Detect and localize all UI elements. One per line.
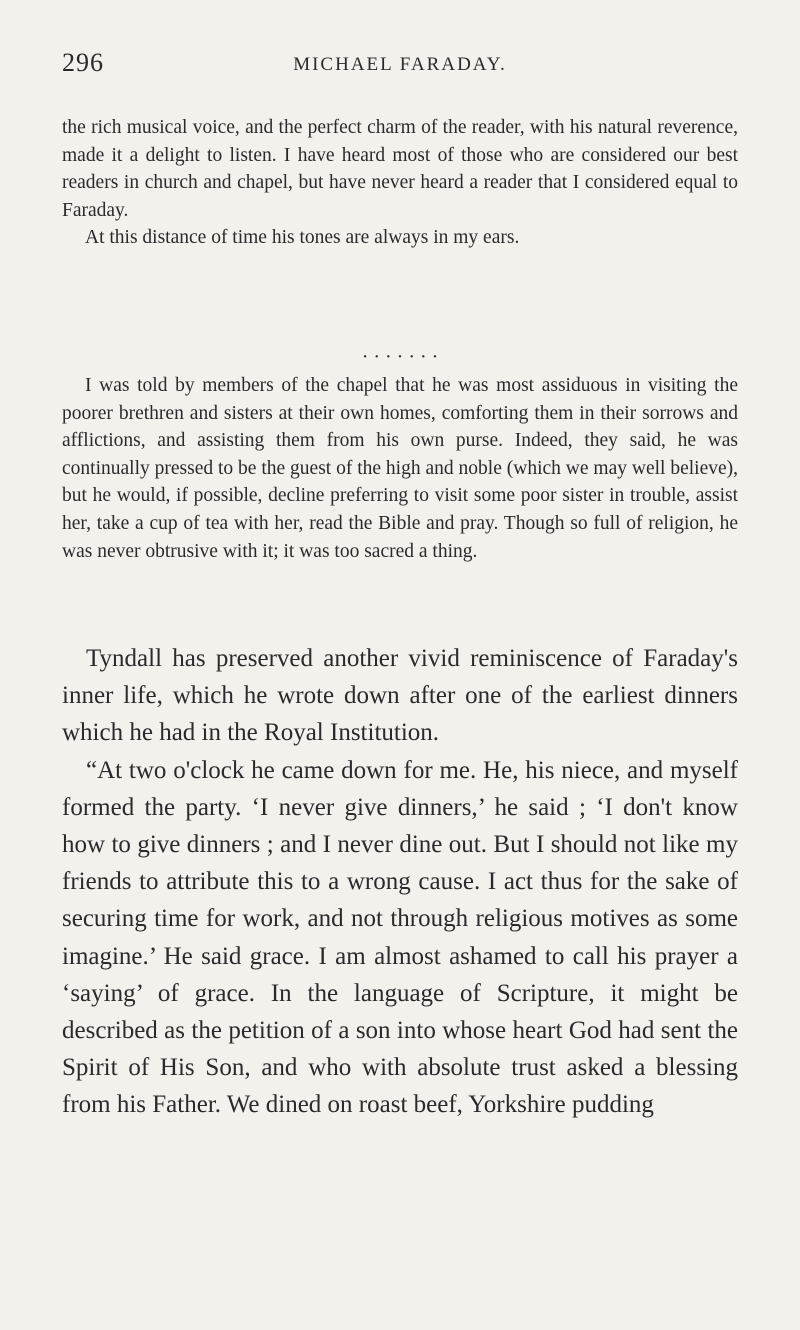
page-number: 296 xyxy=(62,48,104,77)
ellipsis-dots xyxy=(62,346,738,369)
quote-paragraph-3: I was told by members of the chapel that he was most assiduous in visiting the poorer brethren and sisters at their own homes, comforting them in their sorrows and afflictions, and assisting them from his own purse. Indeed, they said, he was continually pressed to be the guest of the high and noble (which we may well believe), but he would, if possible, decline preferring to visit some poor sister in trouble, assist her, take a cup of tea with her, read the Bible and pray. Though so full of religion, he was never obtrusive with it; it was too sacred a thing. xyxy=(62,375,738,562)
body-paragraph-1: Tyndall has preserved another vivid reminiscence of Faraday's inner life, which he wrote down after one of the earliest dinners which he had in the Royal Institution. xyxy=(62,645,738,747)
page-header xyxy=(62,48,738,88)
main-body-text xyxy=(62,640,738,1124)
quoted-passage-bottom xyxy=(62,372,738,565)
quote-paragraph-2: At this distance of time his tones are always in my ears. xyxy=(85,227,520,249)
quote-paragraph-1: the rich musical voice, and the perfect charm of the reader, with his natural reverence, made it a delight to listen. I have heard most of those who are considered our best readers in church and chapel, but have never heard a reader that I considered equal to Faraday. xyxy=(62,117,738,221)
quoted-passage-top xyxy=(62,114,738,252)
ellipsis-text: · · · · · · · xyxy=(361,346,439,368)
body-paragraph-2: “At two o'clock he came down for me. He, his niece, and myself formed the party. ‘I never give dinners,’ he said ; ‘I don't know how to give dinners ; and I never dine out. But I should not like my friends to attribute this to a wrong cause. I act thus for the sake of securing time for work, and not through religious motives as some imagine.’ He said grace. I am almost ashamed to call his prayer a ‘saying’ of grace. In the language of Scripture, it might be described as the petition of a son into whose heart God had sent the Spirit of His Son, and who with absolute trust asked a blessing from his Father. We dined on roast beef, Yorkshire pudding xyxy=(62,756,738,1119)
running-head: MICHAEL FARADAY. xyxy=(293,54,507,75)
